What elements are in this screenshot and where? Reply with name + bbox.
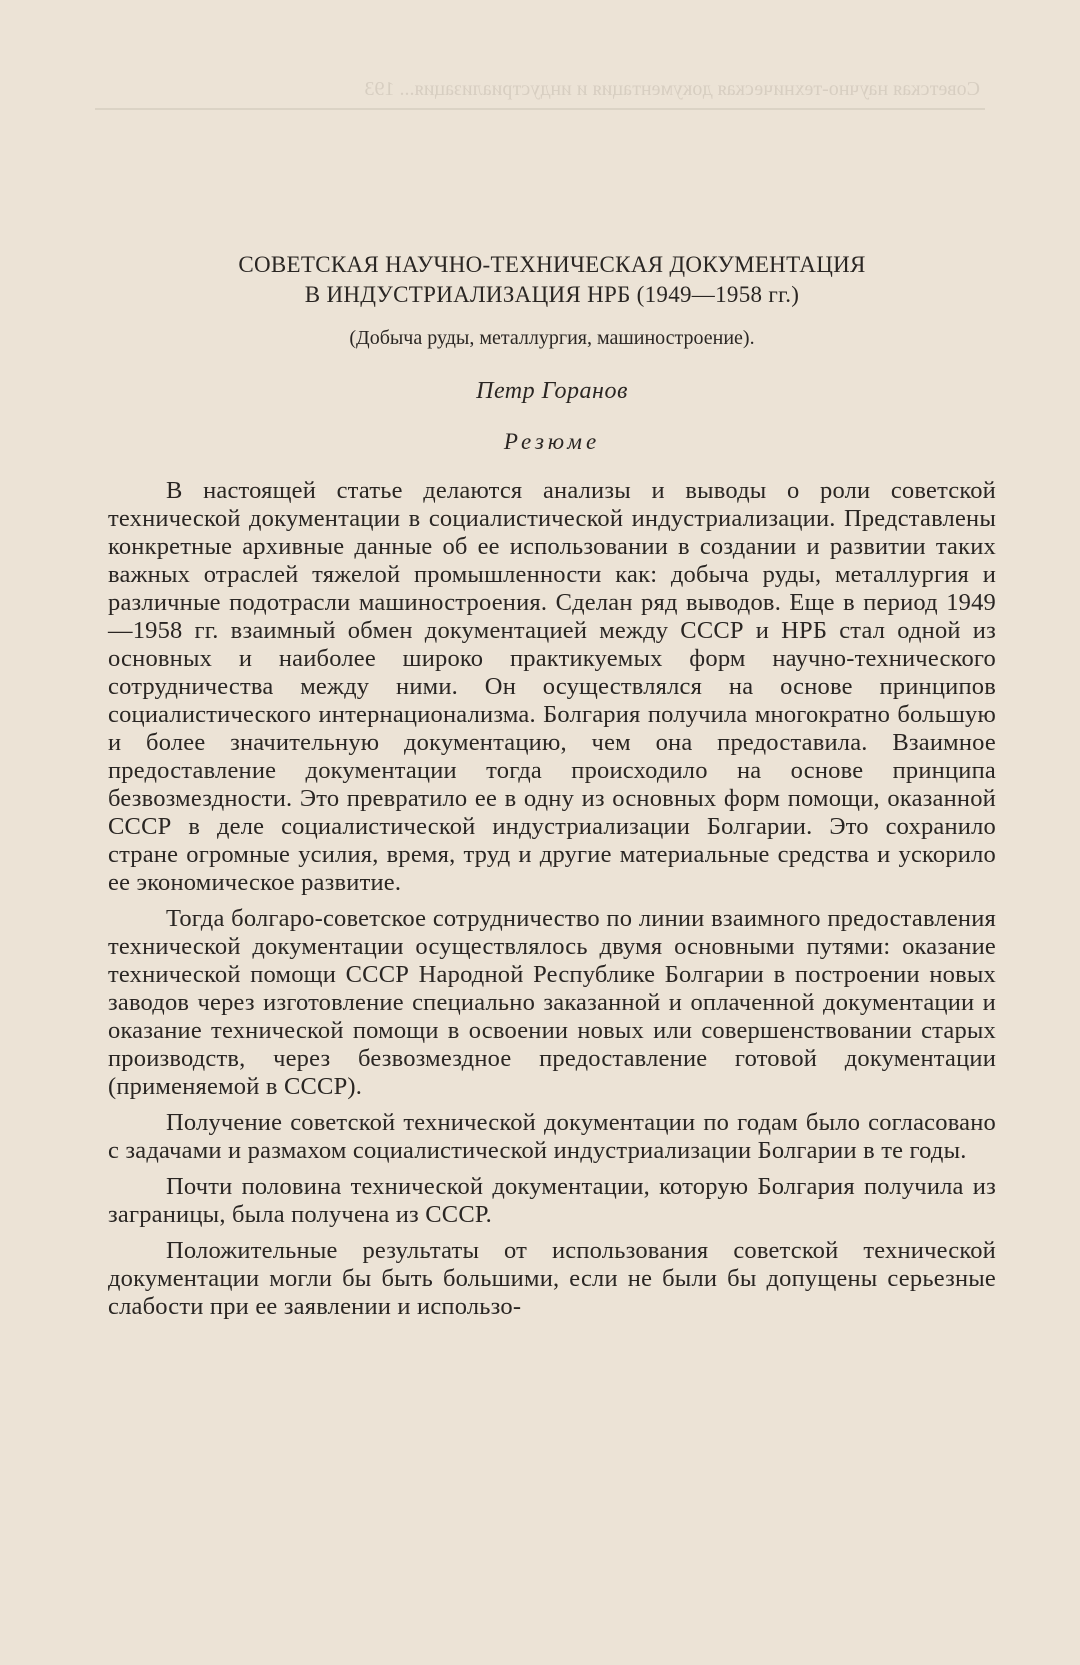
article-title-line-2: В ИНДУСТРИАЛИЗАЦИЯ НРБ (1949—1958 гг.)	[304, 282, 800, 307]
bleed-through-header: Советская научно-техническая документация и индустриализация... 193	[364, 78, 980, 100]
paragraph: Почти половина технической документации, которую Болгария получила из заграницы, была получена из СССР.	[108, 1173, 996, 1228]
bleed-through-rule	[95, 108, 985, 110]
article-subtitle: (Добыча руды, металлургия, машиностроение).	[349, 327, 755, 349]
paragraph: Тогда болгаро-советское сотрудничество по линии взаимного предоставления технической документации осуществлялось двумя основными путями: оказание технической помощи СССР Народной Республике Болгарии в построении новых заводов через изготовление специально заказанной и оплаченной документации и оказание технической помощи в освоении новых или совершенствовании старых производств, через безвозмездное предоставление готовой документации (применяемой в СССР).	[108, 905, 996, 1100]
author-name: Петр Горанов	[476, 378, 628, 404]
section-heading: Резюме	[503, 429, 601, 454]
article-body	[108, 477, 996, 1321]
article	[108, 250, 996, 1329]
paragraph: Получение советской технической документации по годам было согласовано с задачами и размахом социалистической индустриализации Болгарии в те годы.	[108, 1109, 996, 1164]
article-title-line-1: СОВЕТСКАЯ НАУЧНО-ТЕХНИЧЕСКАЯ ДОКУМЕНТАЦИЯ	[238, 252, 866, 277]
paragraph: Положительные результаты от использования советской технической документации могли бы быть большими, если не были бы допущены серьезные слабости при ее заявлении и использо-	[108, 1237, 996, 1320]
paragraph: В настоящей статье делаются анализы и выводы о роли советской технической документации в социалистической индустриализации. Представлены конкретные архивные данные об ее использовании в создании и развитии таких важных отраслей тяжелой промышленности как: добыча руды, металлургия и различные подотрасли машиностроения. Сделан ряд выводов. Еще в период 1949—1958 гг. взаимный обмен документацией между СССР и НРБ стал одной из основных и наиболее широко практикуемых форм научно-технического сотрудничества между ними. Он осуществлялся на основе принципов социалистического интернационализма. Болгария получила многократно большую и более значительную документацию, чем она предоставила. Взаимное предоставление документации тогда происходило на основе принципа безвозмездности. Это превратило ее в одну из основных форм помощи, оказанной СССР в деле социалистической индустриализации Болгарии. Это сохранило стране огромные усилия, время, труд и другие материальные средства и ускорило ее экономическое развитие.	[108, 477, 996, 896]
